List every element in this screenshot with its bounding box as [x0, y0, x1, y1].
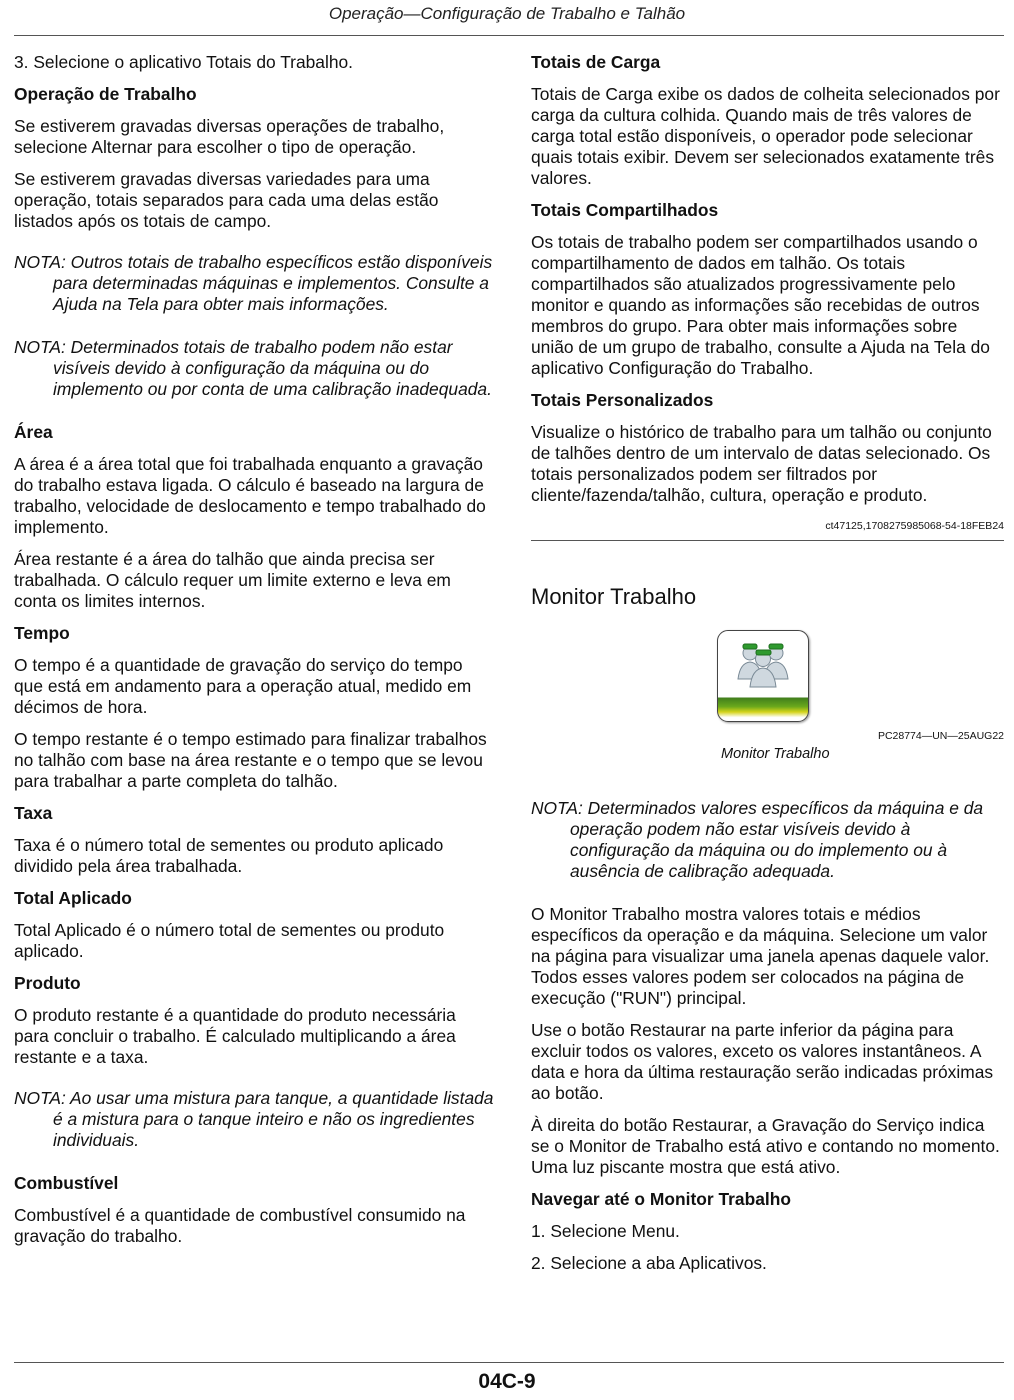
area-heading: Área: [14, 422, 53, 442]
area-paragraph-2: Área restante é a área do talhão que ainda precisa ser trabalhada. O cálculo requer um limite externo e leva em conta os limites internos.: [14, 549, 451, 611]
step-3: 3. Selecione o aplicativo Totais do Trabalho.: [14, 52, 354, 72]
monitor-paragraph-2: Use o botão Restaurar na parte inferior da página para excluir todos os valores, exceto os valores instantâneos. A data e hora da última restauração serão indicadas próximas ao botão.: [531, 1020, 994, 1103]
nav-step-2: 2. Selecione a aba Aplicativos.: [531, 1253, 767, 1273]
produto-heading: Produto: [14, 973, 81, 993]
monitor-trabalho-app-icon: [717, 630, 809, 722]
totais-personalizados-heading: Totais Personalizados: [531, 390, 714, 410]
taxa-heading: Taxa: [14, 803, 53, 823]
reference-code: ct47125,1708275985068-54-18FEB24: [825, 520, 1004, 532]
header-rule: [14, 35, 1004, 36]
taxa-paragraph: Taxa é o número total de sementes ou produto aplicado dividido pela área trabalhada.: [14, 835, 444, 876]
footer-rule: [14, 1362, 1004, 1363]
running-header: Operação—Configuração de Trabalho e Talhão: [328, 4, 686, 23]
section-rule: [531, 540, 1004, 541]
totais-carga-heading: Totais de Carga: [531, 52, 661, 72]
note-totais-nao-visiveis: NOTA: Determinados totais de trabalho podem não estar visíveis devido à configuração da máquina ou do implemento ou por conta de uma calibração inadequada.: [14, 337, 492, 399]
monitor-paragraph-1: O Monitor Trabalho mostra valores totais e médios específicos da operação e da máquina. Selecione um valor na página para visualizar uma janela apenas daquele valor. Todos esses valores podem ser colocados na página de execução ("RUN") principal.: [531, 904, 990, 1008]
note-outros-totais: NOTA: Outros totais de trabalho específicos estão disponíveis para determinadas máquinas e implementos. Consulte a Ajuda na Tela para obter mais informações.: [14, 252, 493, 314]
note-valores-especificos: NOTA: Determinados valores específicos da máquina e da operação podem não estar visíveis devido à configuração da máquina ou do implemento ou à ausência de calibração adequada.: [531, 798, 984, 881]
left-column: [14, 52, 494, 1258]
right-column: [531, 52, 1004, 1285]
figure-reference: PC28774—UN—25AUG22: [877, 730, 1004, 742]
produto-paragraph: O produto restante é a quantidade do produto necessária para concluir o trabalho. É calculado multiplicando a área restante e a taxa.: [14, 1005, 456, 1067]
note-mistura-tanque: NOTA: Ao usar uma mistura para tanque, a quantidade listada é a mistura para o tanque inteiro e não os ingredientes individuais.: [14, 1088, 494, 1150]
tempo-paragraph-2: O tempo restante é o tempo estimado para finalizar trabalhos no talhão com base na área restante e o tempo que se levou para trabalhar a parte completa do talhão.: [14, 729, 487, 791]
combustivel-paragraph: Combustível é a quantidade de combustível consumido na gravação do trabalho.: [14, 1205, 466, 1246]
total-aplicado-paragraph: Total Aplicado é o número total de sementes ou produto aplicado.: [14, 920, 445, 961]
monitor-paragraph-3: À direita do botão Restaurar, a Gravação do Serviço indica se o Monitor de Trabalho está ativo e contando no momento. Uma luz piscante mostra que está ativo.: [531, 1115, 1000, 1177]
totais-compartilhados-heading: Totais Compartilhados: [531, 200, 719, 220]
monitor-trabalho-title: Monitor Trabalho: [531, 584, 697, 609]
page-number: 04C-9: [478, 1370, 536, 1393]
tempo-heading: Tempo: [14, 623, 70, 643]
people-group-icon: [718, 631, 808, 697]
operacao-paragraph-2: Se estiverem gravadas diversas variedades para uma operação, totais separados para cada uma delas estão listados após os totais de campo.: [14, 169, 439, 231]
figure-caption: Monitor Trabalho: [721, 746, 830, 762]
navegar-heading: Navegar até o Monitor Trabalho: [531, 1189, 791, 1209]
area-paragraph-1: A área é a área total que foi trabalhada enquanto a gravação do trabalho estava ligada. O cálculo é baseado na largura de trabalho, velocidade de deslocamento e tempo trabalhado do implemento.: [14, 454, 486, 537]
nav-step-1: 1. Selecione Menu.: [531, 1221, 680, 1241]
operacao-paragraph-1: Se estiverem gravadas diversas operações de trabalho, selecione Alternar para escolher o tipo de operação.: [14, 116, 445, 157]
total-aplicado-heading: Total Aplicado: [14, 888, 132, 908]
totais-personalizados-paragraph: Visualize o histórico de trabalho para um talhão ou conjunto de talhões dentro de um intervalo de datas selecionado. Os totais personalizados podem ser filtrados por cliente/fazenda/talhão, cultura, operação e produto.: [531, 422, 992, 505]
totais-compartilhados-paragraph: Os totais de trabalho podem ser compartilhados usando o compartilhamento de dados em talhão. Os totais compartilhados são atualizados progressivamente pelo monitor e quando as informações são recebidas de outros membros do grupo. Para obter mais informações sobre união de um grupo de trabalho, consulte a Ajuda na Tela do aplicativo Configuração do Trabalho.: [531, 232, 990, 378]
tempo-paragraph-1: O tempo é a quantidade de gravação do serviço do tempo que está em andamento para a operação atual, medido em décimos de hora.: [14, 655, 472, 717]
combustivel-heading: Combustível: [14, 1173, 119, 1193]
monitor-figure: [531, 630, 1004, 770]
totais-carga-paragraph: Totais de Carga exibe os dados de colheita selecionados por carga da cultura colhida. Quando mais de três valores de carga total estão disponíveis, o operador pode selecionar quais totais exibir. Devem ser selecionados exatamente três valores.: [531, 84, 1000, 188]
operacao-heading: Operação de Trabalho: [14, 84, 197, 104]
